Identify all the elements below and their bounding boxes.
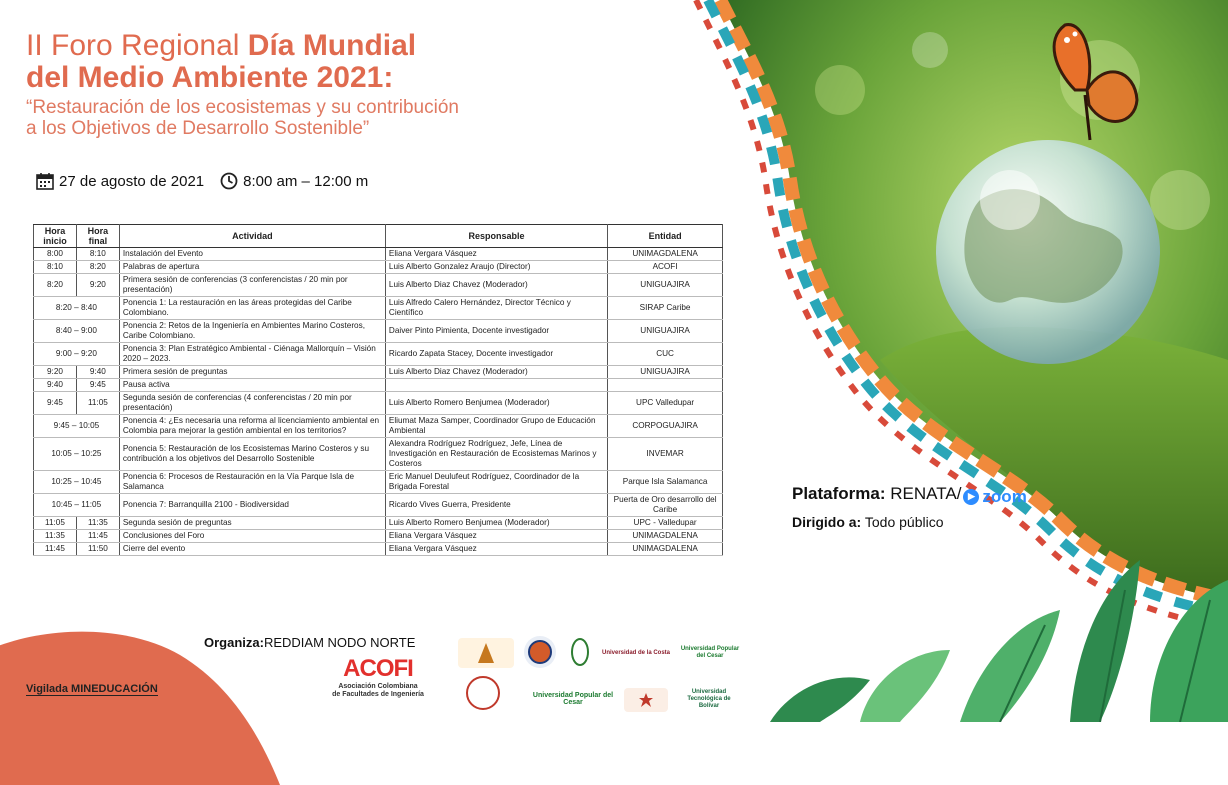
cell-activity: Ponencia 6: Procesos de Restauración en la Vía Parque Isla de Salamanca <box>119 471 385 494</box>
partner-logo-4 <box>466 676 500 710</box>
cell-entity: CORPOGUAJIRA <box>608 415 723 438</box>
cell-activity: Primera sesión de conferencias (3 conferencistas / 20 min por presentación) <box>119 274 385 297</box>
cell-activity: Segunda sesión de conferencias (4 conferencistas / 20 min por presentación) <box>119 392 385 415</box>
header-end: Hora final <box>76 225 119 248</box>
cell-activity: Ponencia 7: Barranquilla 2100 - Biodiversidad <box>119 494 385 517</box>
cell-start: 8:40 – 9:00 <box>34 320 120 343</box>
cell-responsible: Luis Alberto Gonzalez Araujo (Director) <box>385 261 607 274</box>
cell-entity: UNIMAGDALENA <box>608 248 723 261</box>
table-header-row <box>34 225 723 248</box>
schedule-table <box>33 224 723 556</box>
cell-end: 11:05 <box>76 392 119 415</box>
partner-logo-1 <box>458 638 514 668</box>
table-row <box>34 274 723 297</box>
partner-logo-utb: Universidad Tecnológica de Bolívar <box>687 688 731 709</box>
cell-start: 8:00 <box>34 248 77 261</box>
platform-info: Plataforma: RENATA/ ▶ zoom <box>792 484 1027 506</box>
cell-end: 11:50 <box>76 543 119 556</box>
cell-start: 8:10 <box>34 261 77 274</box>
cell-activity: Ponencia 1: La restauración en las áreas protegidas del Caribe Colombiano. <box>119 297 385 320</box>
cell-entity: UNIGUAJIRA <box>608 274 723 297</box>
cell-activity: Instalación del Evento <box>119 248 385 261</box>
cell-responsible: Eliumat Maza Samper, Coordinador Grupo de Educación Ambiental <box>385 415 607 438</box>
audience-value: Todo público <box>864 514 944 530</box>
video-camera-icon: ▶ <box>963 489 979 505</box>
partner-logo-5 <box>624 688 668 712</box>
cell-entity: UPC - Valledupar <box>608 517 723 530</box>
cell-entity: UPC Valledupar <box>608 392 723 415</box>
table-row <box>34 471 723 494</box>
calendar-icon <box>36 172 54 190</box>
cell-responsible: Luis Alberto Diaz Chavez (Moderador) <box>385 274 607 297</box>
cell-activity: Cierre del evento <box>119 543 385 556</box>
cell-start: 10:45 – 11:05 <box>34 494 120 517</box>
header-entity: Entidad <box>608 225 723 248</box>
table-row <box>34 366 723 379</box>
cell-entity: SIRAP Caribe <box>608 297 723 320</box>
zoom-logo: ▶ zoom <box>963 487 1026 507</box>
cell-end: 11:35 <box>76 517 119 530</box>
title-line-2: del Medio Ambiente 2021: <box>26 61 394 94</box>
cell-activity: Ponencia 2: Retos de la Ingeniería en Ambientes Marino Costeros, Caribe Colombiano. <box>119 320 385 343</box>
cell-end: 8:20 <box>76 261 119 274</box>
partner-logo-universidad-costa: Universidad de la Costa <box>601 649 671 656</box>
platform-value: RENATA/ <box>890 484 962 503</box>
table-row <box>34 379 723 392</box>
partner-logo-upc-2: Universidad Popular del Cesar <box>532 692 614 706</box>
cell-start: 8:20 – 8:40 <box>34 297 120 320</box>
cell-responsible: Eliana Vergara Vásquez <box>385 530 607 543</box>
table-row <box>34 543 723 556</box>
table-row <box>34 517 723 530</box>
table-row <box>34 438 723 471</box>
cell-responsible: Daiver Pinto Pimienta, Docente investigador <box>385 320 607 343</box>
event-time: 8:00 am – 12:00 m <box>243 172 369 190</box>
cell-responsible: Eliana Vergara Vásquez <box>385 248 607 261</box>
cell-entity: UNIMAGDALENA <box>608 543 723 556</box>
cell-activity: Palabras de apertura <box>119 261 385 274</box>
cell-end: 11:45 <box>76 530 119 543</box>
header-activity: Actividad <box>119 225 385 248</box>
cell-start: 9:45 – 10:05 <box>34 415 120 438</box>
table-row <box>34 343 723 366</box>
table-row <box>34 320 723 343</box>
cell-start: 8:20 <box>34 274 77 297</box>
cell-entity: UNIMAGDALENA <box>608 530 723 543</box>
cell-entity: UNIGUAJIRA <box>608 320 723 343</box>
table-row <box>34 297 723 320</box>
event-date: 27 de agosto de 2021 <box>59 172 205 190</box>
cell-responsible: Eric Manuel Deulufeut Rodríguez, Coordinador de la Brigada Forestal <box>385 471 607 494</box>
subtitle-line-2: a los Objetivos de Desarrollo Sostenible” <box>26 118 370 139</box>
cell-responsible: Luis Alfredo Calero Hernández, Director Técnico y Científico <box>385 297 607 320</box>
table-row <box>34 248 723 261</box>
table-row <box>34 392 723 415</box>
nature-artwork <box>680 0 1228 722</box>
header-responsible: Responsable <box>385 225 607 248</box>
cell-entity: Puerta de Oro desarrollo del Caribe <box>608 494 723 517</box>
cell-entity: INVEMAR <box>608 438 723 471</box>
cell-responsible: Luis Alberto Romero Benjumea (Moderador) <box>385 517 607 530</box>
cell-entity: Parque Isla Salamanca <box>608 471 723 494</box>
audience-info: Dirigido a: Todo público <box>792 514 944 530</box>
event-title-block <box>26 30 586 139</box>
partner-logo-upc-1: Universidad Popular del Cesar <box>680 646 740 659</box>
table-row <box>34 261 723 274</box>
clock-icon <box>220 172 238 190</box>
cell-entity: CUC <box>608 343 723 366</box>
partner-logo-3 <box>568 636 592 668</box>
vigilada-mineducacion: Vigilada MINEDUCACIÓN <box>26 683 158 695</box>
cell-start: 11:05 <box>34 517 77 530</box>
cell-end: 9:40 <box>76 366 119 379</box>
cell-start: 10:25 – 10:45 <box>34 471 120 494</box>
cell-start: 10:05 – 10:25 <box>34 438 120 471</box>
cell-end: 8:10 <box>76 248 119 261</box>
cell-start: 9:20 <box>34 366 77 379</box>
header-start: Hora inicio <box>34 225 77 248</box>
cell-activity: Ponencia 3: Plan Estratégico Ambiental - Ciénaga Mallorquín – Visión 2020 – 2023. <box>119 343 385 366</box>
cell-activity: Ponencia 4: ¿Es necesaria una reforma al licenciamiento ambiental en Colombia para mejorar la gestión ambiental en los territorios? <box>119 415 385 438</box>
cell-responsible <box>385 379 607 392</box>
cell-entity: UNIGUAJIRA <box>608 366 723 379</box>
title-line-1: II Foro Regional Día Mundial <box>26 29 417 62</box>
cell-responsible: Luis Alberto Romero Benjumea (Moderador) <box>385 392 607 415</box>
acofi-logo: ACOFI Asociación Colombiana de Facultades de Ingeniería <box>332 655 424 698</box>
organizer: Organiza:REDDIAM NODO NORTE <box>204 635 416 650</box>
cell-responsible: Alexandra Rodríguez Rodríguez, Jefe, Línea de Investigación en Restauración de Ecosistemas Marinos y Costeros <box>385 438 607 471</box>
table-row <box>34 415 723 438</box>
cell-responsible: Eliana Vergara Vásquez <box>385 543 607 556</box>
cell-entity <box>608 379 723 392</box>
cell-end: 9:20 <box>76 274 119 297</box>
table-row <box>34 530 723 543</box>
cell-start: 11:45 <box>34 543 77 556</box>
subtitle-line-1: “Restauración de los ecosistemas y su contribución <box>26 97 459 118</box>
cell-responsible: Ricardo Vives Guerra, Presidente <box>385 494 607 517</box>
cell-start: 9:45 <box>34 392 77 415</box>
cell-activity: Primera sesión de preguntas <box>119 366 385 379</box>
cell-start: 9:00 – 9:20 <box>34 343 120 366</box>
event-datetime <box>36 172 368 190</box>
cell-entity: ACOFI <box>608 261 723 274</box>
cell-responsible: Luis Alberto Diaz Chavez (Moderador) <box>385 366 607 379</box>
cell-activity: Segunda sesión de preguntas <box>119 517 385 530</box>
cell-activity: Pausa activa <box>119 379 385 392</box>
cell-start: 9:40 <box>34 379 77 392</box>
cell-activity: Ponencia 5: Restauración de los Ecosistemas Marino Costeros y su contribución a los objetivos del Desarrollo Sostenible <box>119 438 385 471</box>
cell-responsible: Ricardo Zapata Stacey, Docente investigador <box>385 343 607 366</box>
cell-activity: Conclusiones del Foro <box>119 530 385 543</box>
cell-start: 11:35 <box>34 530 77 543</box>
table-row <box>34 494 723 517</box>
cell-end: 9:45 <box>76 379 119 392</box>
partner-logo-2 <box>524 636 556 668</box>
